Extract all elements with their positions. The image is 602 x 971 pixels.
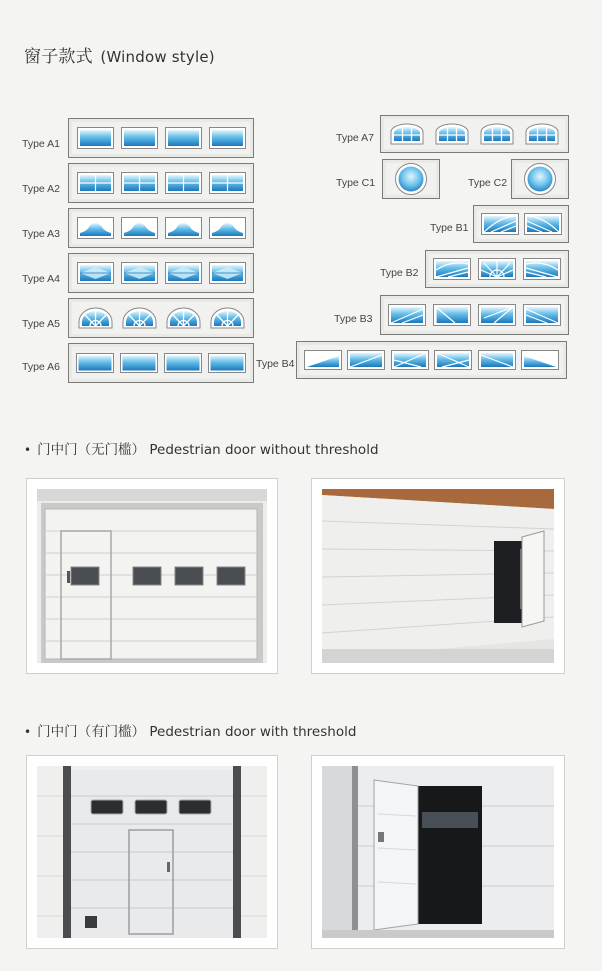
label-type-b3: Type B3 <box>334 313 373 325</box>
window-a2 <box>77 172 114 194</box>
window-a3 <box>209 217 246 239</box>
window-b4 <box>347 350 385 370</box>
window-b3 <box>478 304 516 326</box>
label-type-b4: Type B4 <box>256 358 295 370</box>
window-strip-a1 <box>68 118 254 158</box>
window-c2 <box>523 162 557 196</box>
door-photo-4 <box>322 766 554 938</box>
label-type-a2: Type A2 <box>22 183 60 195</box>
label-type-c1: Type C1 <box>336 177 376 189</box>
window-strip-b1 <box>473 205 569 243</box>
bullet-dot: • <box>24 443 32 457</box>
window-a4 <box>121 262 158 284</box>
title-en: (Window style) <box>100 48 215 66</box>
window-a4 <box>77 262 114 284</box>
photo-door-with-threshold-front <box>26 755 278 949</box>
window-a4 <box>165 262 202 284</box>
window-a1 <box>209 127 246 149</box>
window-b2 <box>478 258 516 280</box>
window-b4 <box>521 350 559 370</box>
label-type-a4: Type A4 <box>22 273 60 285</box>
window-a2 <box>121 172 158 194</box>
window-b3 <box>388 304 426 326</box>
window-a7 <box>480 123 514 145</box>
window-a2 <box>209 172 246 194</box>
section-heading-without-threshold <box>24 438 379 458</box>
label-type-a3: Type A3 <box>22 228 60 240</box>
bullet-dot: • <box>24 725 32 739</box>
window-strip-a3 <box>68 208 254 248</box>
window-strip-b4 <box>296 341 567 379</box>
photo-door-without-threshold-front <box>26 478 278 674</box>
window-b2 <box>433 258 471 280</box>
heading-en: Pedestrian door with threshold <box>149 724 357 740</box>
label-type-a6: Type A6 <box>22 361 60 373</box>
window-strip-a6 <box>68 343 254 383</box>
photo-door-with-threshold-open <box>311 755 565 949</box>
window-a1 <box>121 127 158 149</box>
window-a7 <box>525 123 559 145</box>
window-a1 <box>77 127 114 149</box>
title-zh: 窗子款式 <box>24 47 93 67</box>
window-a3 <box>121 217 158 239</box>
door-photo-1 <box>37 489 267 663</box>
window-a2 <box>165 172 202 194</box>
label-type-b2: Type B2 <box>380 267 419 279</box>
window-b4 <box>478 350 516 370</box>
window-strip-b2 <box>425 250 569 288</box>
heading-zh: 门中门（有门槛） <box>37 724 146 740</box>
door-photo-2 <box>322 489 554 663</box>
section-heading-with-threshold <box>24 720 356 740</box>
window-a6 <box>164 353 202 373</box>
window-a5 <box>77 306 114 330</box>
window-b4 <box>391 350 429 370</box>
window-a3 <box>165 217 202 239</box>
window-a7 <box>390 123 424 145</box>
page-title <box>24 42 215 67</box>
window-b4 <box>434 350 472 370</box>
window-b1 <box>481 213 519 235</box>
window-strip-b3 <box>380 295 569 335</box>
label-type-a1: Type A1 <box>22 138 60 150</box>
heading-en: Pedestrian door without threshold <box>149 442 379 458</box>
label-type-a7: Type A7 <box>336 132 374 144</box>
window-b1 <box>524 213 562 235</box>
window-a1 <box>165 127 202 149</box>
window-b4 <box>304 350 342 370</box>
window-b2 <box>523 258 561 280</box>
window-a5 <box>121 306 158 330</box>
window-a7 <box>435 123 469 145</box>
photo-door-without-threshold-open <box>311 478 565 674</box>
window-strip-c1 <box>382 159 440 199</box>
window-strip-a7 <box>380 115 569 153</box>
window-a6 <box>120 353 158 373</box>
window-a4 <box>209 262 246 284</box>
window-a6 <box>76 353 114 373</box>
window-strip-a2 <box>68 163 254 203</box>
label-type-c2: Type C2 <box>468 177 508 189</box>
window-a6 <box>208 353 246 373</box>
window-b3 <box>523 304 561 326</box>
window-a5 <box>209 306 246 330</box>
heading-zh: 门中门（无门槛） <box>37 442 146 458</box>
window-strip-c2 <box>511 159 569 199</box>
window-a3 <box>77 217 114 239</box>
window-strip-a4 <box>68 253 254 293</box>
window-a5 <box>165 306 202 330</box>
window-b3 <box>433 304 471 326</box>
window-strip-a5 <box>68 298 254 338</box>
label-type-a5: Type A5 <box>22 318 60 330</box>
door-photo-3 <box>37 766 267 938</box>
window-c1 <box>394 162 428 196</box>
label-type-b1: Type B1 <box>430 222 469 234</box>
